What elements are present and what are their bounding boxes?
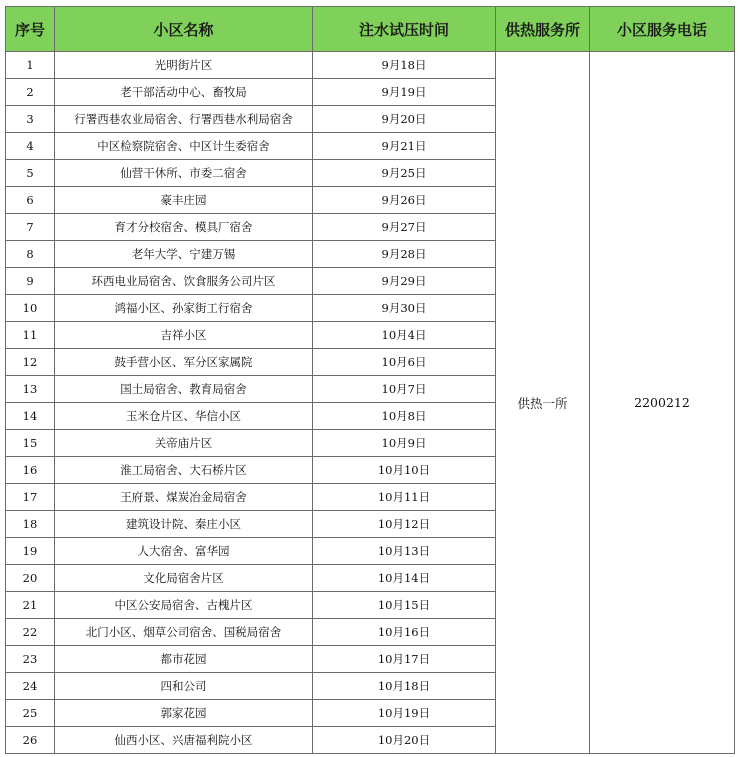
header-heating-service-station: 供热服务所 — [496, 7, 590, 52]
table-body — [6, 52, 735, 754]
row-serial-number: 8 — [6, 241, 55, 268]
row-community-name: 北门小区、烟草公司宿舍、国税局宿舍 — [55, 619, 313, 646]
merged-community-phone: 2200212 — [590, 52, 735, 754]
row-serial-number: 3 — [6, 106, 55, 133]
row-community-name: 淮工局宿舍、大石桥片区 — [55, 457, 313, 484]
row-community-name: 人大宿舍、富华园 — [55, 538, 313, 565]
row-serial-number: 9 — [6, 268, 55, 295]
table-header-row — [6, 7, 735, 52]
row-community-name: 中区检察院宿舍、中区计生委宿舍 — [55, 133, 313, 160]
row-community-name: 建筑设计院、秦庄小区 — [55, 511, 313, 538]
row-community-name: 关帝庙片区 — [55, 430, 313, 457]
row-serial-number: 4 — [6, 133, 55, 160]
merged-heating-service-station: 供热一所 — [496, 52, 590, 754]
row-serial-number: 16 — [6, 457, 55, 484]
row-pressure-test-date: 10月10日 — [313, 457, 496, 484]
row-pressure-test-date: 10月19日 — [313, 700, 496, 727]
header-community-phone: 小区服务电话 — [590, 7, 735, 52]
row-pressure-test-date: 10月20日 — [313, 727, 496, 754]
row-serial-number: 10 — [6, 295, 55, 322]
row-serial-number: 22 — [6, 619, 55, 646]
header-serial-number: 序号 — [6, 7, 55, 52]
row-serial-number: 20 — [6, 565, 55, 592]
row-community-name: 文化局宿舍片区 — [55, 565, 313, 592]
row-pressure-test-date: 10月17日 — [313, 646, 496, 673]
row-serial-number: 18 — [6, 511, 55, 538]
row-serial-number: 2 — [6, 79, 55, 106]
row-community-name: 王府景、煤炭冶金局宿舍 — [55, 484, 313, 511]
row-community-name: 四和公司 — [55, 673, 313, 700]
row-pressure-test-date: 10月15日 — [313, 592, 496, 619]
row-serial-number: 23 — [6, 646, 55, 673]
row-pressure-test-date: 10月11日 — [313, 484, 496, 511]
row-pressure-test-date: 10月14日 — [313, 565, 496, 592]
row-serial-number: 15 — [6, 430, 55, 457]
row-community-name: 环西电业局宿舍、饮食服务公司片区 — [55, 268, 313, 295]
heating-schedule-document — [5, 6, 734, 754]
row-community-name: 玉米仓片区、华信小区 — [55, 403, 313, 430]
row-pressure-test-date: 9月19日 — [313, 79, 496, 106]
row-community-name: 育才分校宿舍、模具厂宿舍 — [55, 214, 313, 241]
row-serial-number: 6 — [6, 187, 55, 214]
row-pressure-test-date: 9月26日 — [313, 187, 496, 214]
row-serial-number: 11 — [6, 322, 55, 349]
row-community-name: 国土局宿舍、教育局宿舍 — [55, 376, 313, 403]
row-pressure-test-date: 9月29日 — [313, 268, 496, 295]
header-pressure-test-time: 注水试压时间 — [313, 7, 496, 52]
row-pressure-test-date: 9月30日 — [313, 295, 496, 322]
row-pressure-test-date: 9月28日 — [313, 241, 496, 268]
row-community-name: 老干部活动中心、畜牧局 — [55, 79, 313, 106]
row-serial-number: 5 — [6, 160, 55, 187]
row-pressure-test-date: 10月13日 — [313, 538, 496, 565]
row-community-name: 行署西巷农业局宿舍、行署西巷水利局宿舍 — [55, 106, 313, 133]
row-community-name: 老年大学、宁建万锡 — [55, 241, 313, 268]
row-community-name: 吉祥小区 — [55, 322, 313, 349]
row-serial-number: 21 — [6, 592, 55, 619]
row-pressure-test-date: 10月16日 — [313, 619, 496, 646]
row-serial-number: 7 — [6, 214, 55, 241]
row-serial-number: 12 — [6, 349, 55, 376]
row-serial-number: 19 — [6, 538, 55, 565]
row-pressure-test-date: 10月6日 — [313, 349, 496, 376]
row-serial-number: 14 — [6, 403, 55, 430]
row-pressure-test-date: 10月12日 — [313, 511, 496, 538]
row-community-name: 仙西小区、兴唐福利院小区 — [55, 727, 313, 754]
row-pressure-test-date: 9月27日 — [313, 214, 496, 241]
row-serial-number: 26 — [6, 727, 55, 754]
row-pressure-test-date: 9月20日 — [313, 106, 496, 133]
row-pressure-test-date: 10月4日 — [313, 322, 496, 349]
row-community-name: 仙营干休所、市委二宿舍 — [55, 160, 313, 187]
row-serial-number: 25 — [6, 700, 55, 727]
row-community-name: 豪丰庄园 — [55, 187, 313, 214]
row-pressure-test-date: 9月25日 — [313, 160, 496, 187]
row-serial-number: 24 — [6, 673, 55, 700]
table-row — [6, 52, 735, 79]
row-community-name: 光明街片区 — [55, 52, 313, 79]
row-pressure-test-date: 9月21日 — [313, 133, 496, 160]
row-pressure-test-date: 10月9日 — [313, 430, 496, 457]
row-pressure-test-date: 9月18日 — [313, 52, 496, 79]
row-community-name: 都市花园 — [55, 646, 313, 673]
heating-schedule-table — [5, 6, 735, 754]
row-community-name: 鼓手营小区、军分区家属院 — [55, 349, 313, 376]
header-community-name: 小区名称 — [55, 7, 313, 52]
row-community-name: 鸿福小区、孙家街工行宿舍 — [55, 295, 313, 322]
row-serial-number: 1 — [6, 52, 55, 79]
row-community-name: 中区公安局宿舍、古槐片区 — [55, 592, 313, 619]
row-serial-number: 13 — [6, 376, 55, 403]
row-community-name: 郭家花园 — [55, 700, 313, 727]
row-pressure-test-date: 10月7日 — [313, 376, 496, 403]
row-pressure-test-date: 10月18日 — [313, 673, 496, 700]
row-pressure-test-date: 10月8日 — [313, 403, 496, 430]
row-serial-number: 17 — [6, 484, 55, 511]
